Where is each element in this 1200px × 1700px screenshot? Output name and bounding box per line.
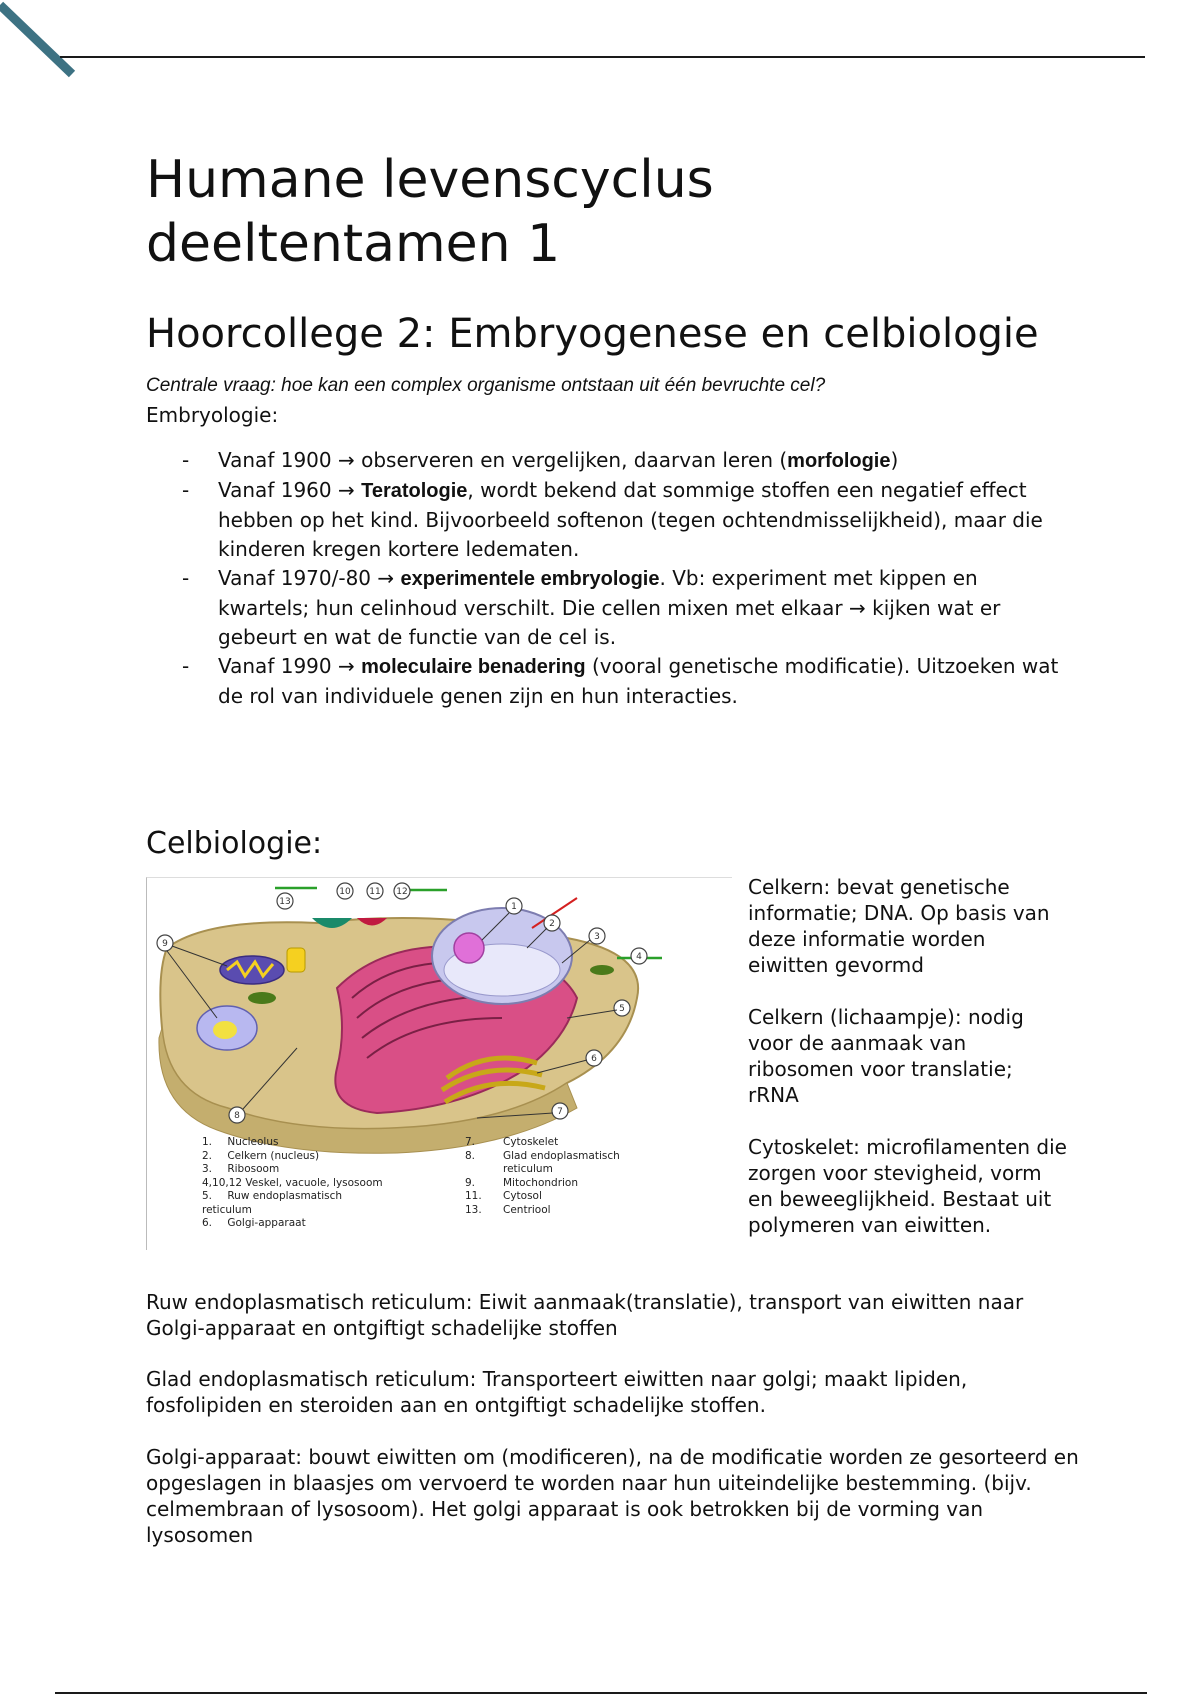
bottom-rule	[55, 1692, 1147, 1694]
top-rule	[60, 56, 1145, 58]
side-note: Celkern (lichaampje): nodig voor de aanmaak van ribosomen voor translatie; rRNA	[748, 1005, 1024, 1107]
embryology-label: Embryologie:	[146, 403, 279, 427]
callout-label: 9	[162, 939, 168, 949]
callout-label: 13	[279, 897, 291, 907]
side-note: Celkern: bevat genetische informatie; DNA. Op basis van deze informatie worden eiwitten gevormd	[748, 875, 1050, 977]
legend-entry: 9. Mitochondrion	[465, 1176, 579, 1189]
legend-entry: 1. Nucleolus	[202, 1136, 279, 1148]
callout-label: 12	[396, 887, 408, 897]
page-title: Humane levenscyclus deeltentamen 1	[146, 150, 714, 274]
list-item: - Vanaf 1990 → moleculaire benadering (vooral genetische modificatie). Uitzoeken wat de rol van individuele genen zijn en hun interacties.	[182, 654, 1059, 708]
callout-label: 1	[511, 902, 517, 912]
legend-entry: 11. Cytosol	[465, 1190, 542, 1202]
side-note: Cytoskelet: microfilamenten die zorgen voor stevigheid, vorm en beweeglijkheid. Bestaat uit polymeren van eiwitten.	[748, 1135, 1067, 1237]
legend-entry: 8. Glad endoplasmatisch reticulum	[465, 1149, 620, 1175]
central-question: Centrale vraag: hoe kan een complex organisme ontstaan uit één bevruchte cel?	[146, 375, 826, 396]
nucleolus-shape	[454, 933, 484, 963]
legend-entry: 13. Centriool	[465, 1203, 551, 1216]
callout-label: 4	[636, 952, 642, 962]
legend-entry: 3. Ribosoom	[202, 1163, 280, 1175]
callout-label: 7	[557, 1107, 563, 1117]
cell-diagram	[146, 877, 732, 1250]
legend-entry: 4,10,12 Veskel, vacuole, lysosoom	[202, 1176, 383, 1189]
diagram-legend-right	[465, 1136, 655, 1217]
corner-decoration	[0, 0, 90, 90]
legend-entry: 7. Cytoskelet	[465, 1136, 559, 1148]
paragraph-smooth-er: Glad endoplasmatisch reticulum: Transporteert eiwitten naar golgi; maakt lipiden, fosfolipiden en steroiden aan en ontgiftigt schadelijke stoffen.	[146, 1367, 968, 1417]
callout-label: 3	[594, 932, 600, 942]
lecture-heading: Hoorcollege 2: Embryogenese en celbiologie	[146, 311, 1039, 357]
list-item: - Vanaf 1970/-80 → experimentele embryologie. Vb: experiment met kippen en kwartels; hun celinhoud verschilt. Die cellen mixen met elkaar → kijken wat er gebeurt en wat de functie van de cel is.	[182, 566, 1001, 649]
embryology-list	[146, 446, 1066, 711]
paragraph-rough-er: Ruw endoplasmatisch reticulum: Eiwit aanmaak(translatie), transport van eiwitten naar Golgi-apparaat en ontgiftigt schadelijke stoffen	[146, 1290, 1024, 1340]
cell-biology-heading: Celbiologie:	[146, 826, 323, 861]
callout-label: 10	[339, 887, 351, 897]
callout-label: 8	[234, 1111, 240, 1121]
list-item: - Vanaf 1960 → Teratologie, wordt bekend dat sommige stoffen een negatief effect hebben op het kind. Bijvoorbeeld softenon (tegen ochtendmisselijkheid), maar die kinderen kregen kortere ledematen.	[182, 478, 1043, 561]
callout-label: 2	[549, 919, 555, 929]
callout-label: 5	[619, 1004, 625, 1014]
legend-entry: 6. Golgi-apparaat	[202, 1217, 306, 1229]
paragraph-golgi: Golgi-apparaat: bouwt eiwitten om (modificeren), na de modificatie worden ze gesorteerd en opgeslagen in blaasjes om vervoerd te worden naar hun uiteindelijke bestemming. (bijv. celmembraan of lysosoom). Het golgi apparaat is ook betrokken bij de vorming van lysosomen	[146, 1445, 1079, 1547]
diagram-legend-left	[202, 1136, 383, 1231]
legend-entry: 2. Celkern (nucleus)	[202, 1149, 320, 1162]
callout-label: 11	[369, 887, 381, 897]
mitochondrion-shape	[220, 956, 284, 984]
legend-entry: 5. Ruw endoplasmatisch reticulum	[202, 1190, 343, 1216]
list-item: - Vanaf 1900 → observeren en vergelijken, daarvan leren (morfologie)	[182, 448, 899, 472]
diagram-side-notes	[748, 874, 1068, 1264]
callout-label: 6	[591, 1054, 597, 1064]
